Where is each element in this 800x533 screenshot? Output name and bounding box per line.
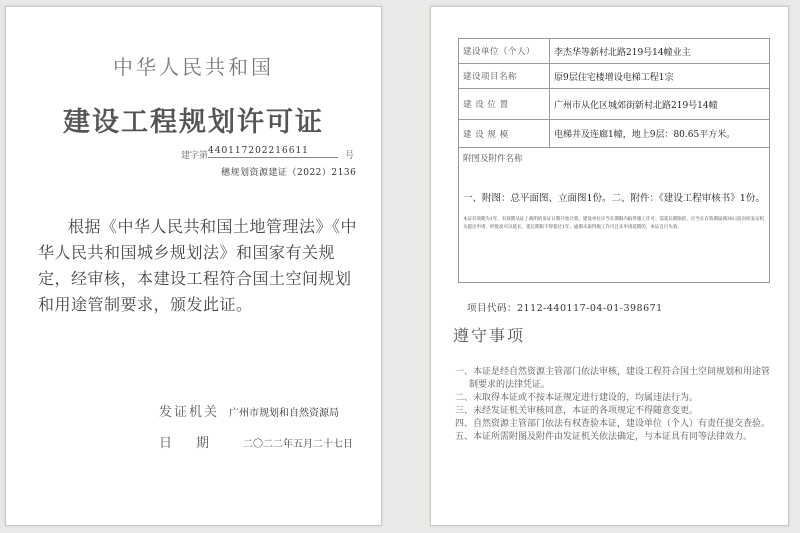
certificate-title: 建设工程规划许可证 — [63, 107, 324, 138]
attachments-label: 附图及附件名称 — [463, 154, 523, 164]
table-row — [459, 120, 770, 148]
project-info-table — [458, 38, 770, 283]
table-row — [459, 148, 770, 283]
issuer-row — [159, 401, 339, 420]
date-row — [159, 432, 353, 451]
list-item: 一、本证是经自然资源主管部门依法审核，建设工程符合国土空间规划和用途管制要求的法律凭证。 — [455, 367, 771, 390]
table-row — [459, 64, 770, 89]
certificate-number: 440117202216611 — [208, 146, 338, 158]
scale-label: 建 设 规 模 — [459, 120, 550, 148]
project-code: 项目代码：2112-440117-04-01-398671 — [467, 303, 663, 314]
certificate-cover-page — [5, 6, 382, 526]
date-label: 日期 — [159, 436, 234, 451]
rules-list — [455, 366, 770, 444]
rules-title: 遵守事项 — [453, 326, 526, 345]
standard-number: 穗规划资源建证（2022）2136 — [221, 168, 357, 178]
attachments-cell — [459, 148, 770, 283]
list-item: 五、本证所需附图及附件由发证机关依法确定，与本证具有同等法律效力。 — [455, 432, 753, 442]
date-value: 二〇二二年五月二十七日 — [243, 439, 354, 450]
location-value: 广州市从化区城郊街新村北路219号14幢 — [550, 89, 770, 120]
attachments-note: 本证有效期为1年，有效期从证上载明的发证日期开始计算。建设单位应当在期限内取得施工许可；需延长期限的，应当在有效期届满30日前向原发证机关提出申请，经批准可以延长，延长期限不得超过1年。逾期未取得施工许可且未申请延期的，本证自行失效。 — [463, 217, 765, 230]
list-item: 二、未取得本证或不按本证规定进行建设的，均属违法行为。 — [455, 393, 699, 403]
list-item: 三、未经发证机关审核同意，本证的各项规定不得随意变更。 — [455, 406, 699, 416]
table-row — [459, 89, 770, 120]
location-label: 建 设 位 置 — [459, 89, 550, 120]
number-prefix: 建字第 — [181, 151, 209, 161]
table-row — [459, 39, 770, 64]
country-name: 中华人民共和国 — [113, 55, 274, 79]
number-suffix: 号 — [345, 151, 355, 161]
unit-value: 李杰华等新村北路219号14幢业主 — [550, 39, 770, 64]
unit-label: 建设单位（个人） — [459, 39, 550, 64]
project-value: 原9层住宅楼增设电梯工程1宗 — [550, 64, 770, 89]
scale-value: 电梯井及连廊1幢，地上9层：80.65平方米。 — [550, 120, 770, 148]
attachments-text: 一、附图：总平面图、立面图1份。二、附件：《建设工程审核书》1份。 — [463, 193, 765, 204]
project-label: 建设项目名称 — [459, 64, 550, 89]
list-item: 四、自然资源主管部门依法有权查验本证，建设单位（个人）有责任提交查验。 — [455, 419, 771, 429]
certificate-details-page — [430, 6, 789, 526]
issuer-value: 广州市规划和自然资源局 — [229, 408, 340, 419]
certificate-body-text: 根据《中华人民共和国土地管理法》《中华人民共和国城乡规划法》和国家有关规定，经审核，本建设工程符合国土空间规划和用途管制要求，颁发此证。 — [38, 217, 358, 314]
issuer-label: 发证机关 — [159, 405, 220, 420]
